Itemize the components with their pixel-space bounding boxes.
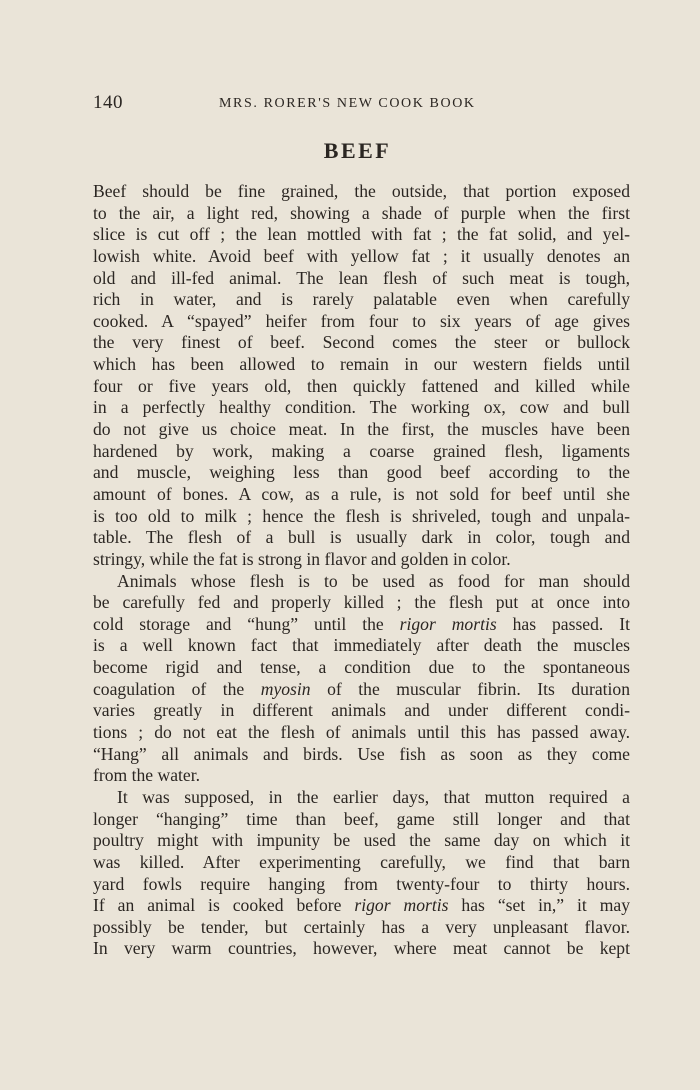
text-line: is too old to milk ; hence the flesh is shriveled, tough and unpala- <box>93 505 630 526</box>
italic-term: rigor mortis <box>354 895 449 916</box>
text-line: the very finest of beef. Second comes the steer or bullock <box>93 332 630 353</box>
chapter-title: BEEF <box>323 138 392 163</box>
text-line: four or five years old, then quickly fattened and killed while <box>93 375 630 396</box>
italic-term: myosin <box>260 678 311 699</box>
text-line: table. The flesh of a bull is usually dark in color, tough and <box>93 527 630 548</box>
text-line: poultry might with impunity be used the same day on which it <box>93 830 630 851</box>
text-line: hardened by work, making a coarse grained flesh, ligaments <box>93 440 630 461</box>
text-line: was killed. After experimenting carefully, we find that barn <box>93 851 630 872</box>
text-line: In very warm countries, however, where meat cannot be kept <box>93 938 630 959</box>
text-line: “Hang” all animals and birds. Use fish as soon as they come <box>93 743 630 764</box>
text-line: stringy, while the fat is strong in flavor and golden in color. <box>93 548 511 569</box>
text-line: slice is cut off ; the lean mottled with fat ; the fat solid, and yel- <box>93 224 630 245</box>
running-head <box>93 92 633 118</box>
text-line <box>93 895 630 917</box>
text-line: do not give us choice meat. In the first, the muscles have been <box>93 419 630 440</box>
text-line: in a perfectly healthy condition. The working ox, cow and bull <box>93 397 630 418</box>
text-line: to the air, a light red, showing a shade of purple when the first <box>93 202 630 223</box>
text-line: possibly be tender, but certainly has a very unpleasant flavor. <box>93 916 630 937</box>
text-line <box>93 679 630 701</box>
text-line: cooked. A “spayed” heifer from four to six years of age gives <box>93 310 630 331</box>
text-line: is a well known fact that immediately after death the muscles <box>93 635 630 656</box>
text-line: Animals whose flesh is to be used as food for man should <box>117 570 630 591</box>
book-title: MRS. RORER'S NEW COOK BOOK <box>219 96 476 111</box>
text-run: If an animal is cooked before <box>93 895 355 916</box>
text-line: which has been allowed to remain in our western fields until <box>93 354 630 375</box>
text-line: rich in water, and is rarely palatable even when carefully <box>93 289 630 310</box>
text-line: and muscle, weighing less than good beef according to the <box>93 462 630 483</box>
body-text <box>93 181 630 960</box>
text-run: cold storage and “hung” until the <box>93 613 400 634</box>
text-line: be carefully fed and properly killed ; the flesh put at once into <box>93 592 630 613</box>
text-line: lowish white. Avoid beef with yellow fat ; it usually denotes an <box>93 245 630 266</box>
text-line: Beef should be fine grained, the outside, that portion exposed <box>93 181 630 201</box>
text-line: from the water. <box>93 765 200 786</box>
text-line <box>93 614 630 636</box>
text-line: varies greatly in different animals and under different condi- <box>93 700 630 721</box>
text-line: It was supposed, in the earlier days, that mutton required a <box>117 786 630 807</box>
text-line: tions ; do not eat the flesh of animals until this has passed away. <box>93 722 630 743</box>
text-run: has “set in,” it may <box>448 895 631 916</box>
italic-term: rigor mortis <box>399 613 497 634</box>
page-number: 140 <box>93 92 123 113</box>
text-line: yard fowls require hanging from twenty-four to thirty hours. <box>93 873 630 894</box>
text-line: amount of bones. A cow, as a rule, is not sold for beef until she <box>93 483 630 504</box>
text-line: become rigid and tense, a condition due to the spontaneous <box>93 657 630 678</box>
text-line: longer “hanging” time than beef, game still longer and that <box>93 808 630 829</box>
text-run: coagulation of the <box>93 678 261 699</box>
text-line: old and ill-fed animal. The lean flesh of such meat is tough, <box>93 267 630 288</box>
text-run: of the muscular fibrin. Its duration <box>310 678 630 699</box>
text-run: has passed. It <box>496 613 630 634</box>
